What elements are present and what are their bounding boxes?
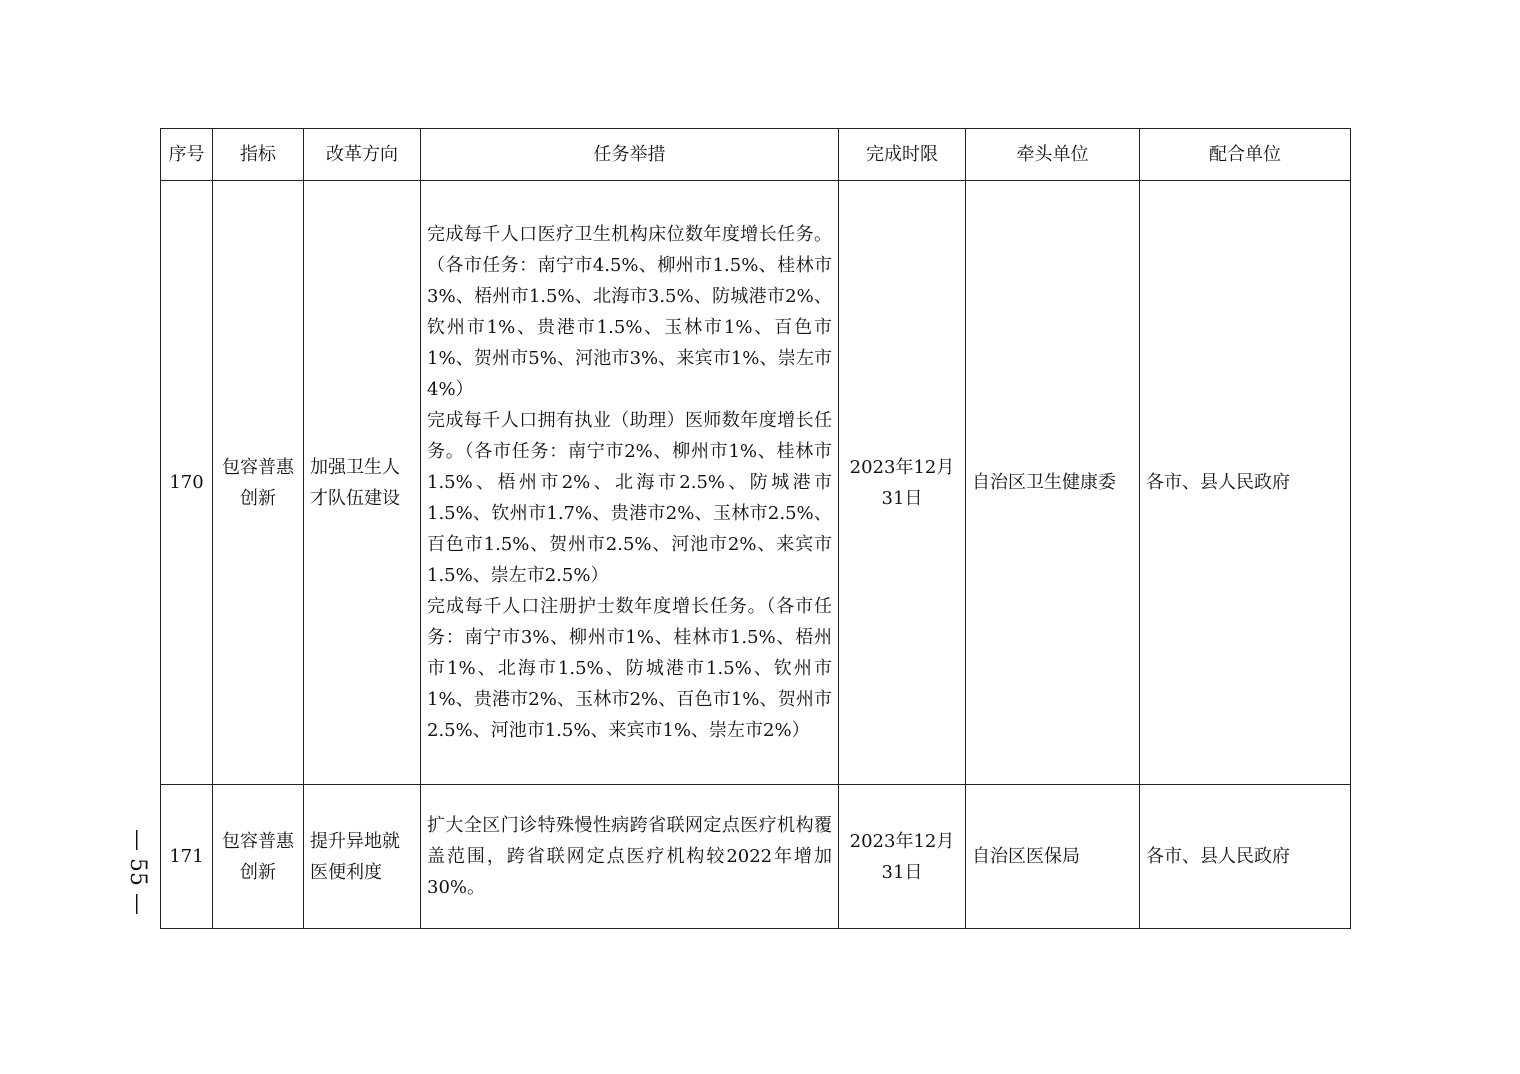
table-row (161, 785, 1351, 929)
header-lead: 牵头单位 (966, 129, 1140, 181)
row-lead: 自治区医保局 (966, 785, 1140, 929)
task-item: 完成每千人口拥有执业（助理）医师数年度增长任务。（各市任务：南宁市2%、柳州市1%、桂林市1.5%、梧州市2%、北海市2.5%、防城港市1.5%、钦州市1.7%、贵港市2%、玉林市2.5%、百色市1.5%、贺州市2.5%、河池市2%、来宾市1.5%、崇左市2.5%） (427, 410, 832, 586)
row-indicator: 包容普惠创新 (213, 785, 304, 929)
row-lead: 自治区卫生健康委 (966, 181, 1140, 785)
header-coop: 配合单位 (1140, 129, 1351, 181)
row-deadline: 2023年12月31日 (839, 785, 966, 929)
row-seq: 171 (161, 785, 213, 929)
row-deadline: 2023年12月31日 (839, 181, 966, 785)
header-deadline: 完成时限 (839, 129, 966, 181)
table-row (161, 181, 1351, 785)
row-direction: 提升异地就医便利度 (304, 785, 421, 929)
table-header-row (161, 129, 1351, 181)
row-direction: 加强卫生人才队伍建设 (304, 181, 421, 785)
header-tasks: 任务举措 (421, 129, 839, 181)
row-coop: 各市、县人民政府 (1140, 181, 1351, 785)
row-tasks (421, 181, 839, 785)
row-seq: 170 (161, 181, 213, 785)
page-number: — 55 — (125, 829, 151, 915)
header-direction: 改革方向 (304, 129, 421, 181)
row-tasks (421, 785, 839, 929)
header-seq: 序号 (161, 129, 213, 181)
task-item: 扩大全区门诊特殊慢性病跨省联网定点医疗机构覆盖范围，跨省联网定点医疗机构较2022年增加30%。 (427, 815, 832, 898)
row-indicator: 包容普惠创新 (213, 181, 304, 785)
row-coop: 各市、县人民政府 (1140, 785, 1351, 929)
header-indicator: 指标 (213, 129, 304, 181)
task-table (160, 128, 1351, 929)
task-item: 完成每千人口医疗卫生机构床位数年度增长任务。（各市任务：南宁市4.5%、柳州市1.5%、桂林市3%、梧州市1.5%、北海市3.5%、防城港市2%、钦州市1%、贵港市1.5%、玉林市1%、百色市1%、贺州市5%、河池市3%、来宾市1%、崇左市4%） (427, 224, 832, 400)
task-item: 完成每千人口注册护士数年度增长任务。（各市任务：南宁市3%、柳州市1%、桂林市1.5%、梧州市1%、北海市1.5%、防城港市1.5%、钦州市1%、贵港市2%、玉林市2%、百色市1%、贺州市2.5%、河池市1.5%、来宾市1%、崇左市2%） (427, 596, 832, 741)
